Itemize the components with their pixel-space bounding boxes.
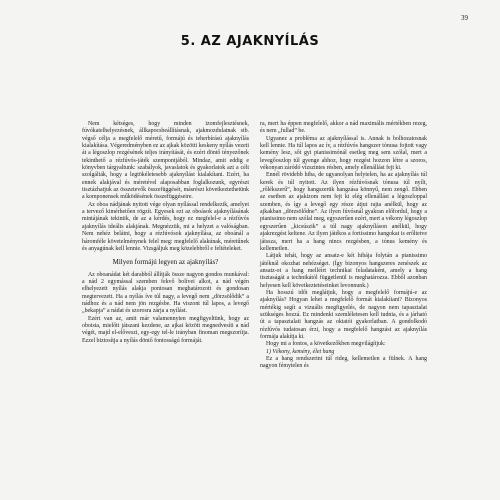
chapter-title: 5. AZ AJAKNYÍLÁS [180,34,320,49]
paragraph: Ennél rövidebb hiba, de ugyanolyan helytelen, ha az ajaknyílás túl kerek és túl nyitott. Az ilyen rézfúvósnak tónusa túl nyílt, „rőlékszerű”, hogy hangszerük hangzása könnyű, nem zengő. Ebben az esetben az ajakizom nem fejt ki elég ellenállást a légoszloppal szemben, és így a levegő egy része átjut rajta anélkül, hogy az ajkakban „dörzsölődne”. Az ilyen fúvósnál gyakran előfordul, hogy a pianissimo nem szólal meg, egyszerűen ezért, mert a vékony légoszlop egyszerűen „kicsúszik” a túl nagy ajaknyíláson anélkül, hogy ajakrezgést keltene. Az ilyen játékos a fortissimo hangokat is erőltetve játssza, mert ha a hang nincs rezgésben, a tónus kemény és kellemetlen. [260,172,428,252]
paragraph: Az oboanádat két darabból állítják össze nagyon gondos munkával: a nád 2 egymással szemben fekvő bolívei alkot, a nád végén elhelyezett nyílás alakja pontosan meghatározott és gondosan megtervezett. Ha a nyílás íve túl nagy, a levegő nem „dörzsölődik” a nádhoz és a nád nem jön rezgésbe. Ha viszont túl lapos, a levegő „bekapja” a nádat és szorosra zárja a nyílást. [82,271,249,315]
paragraph: Az oboa nádjának nyitott vége olyan nyílással rendelkezik, amelyet a tervező kimérhetően rögzít. Egyesek ezt az oboások ajaknyílásának mintájának tekintik, de az a kérdés, hogy ez megfelel-e a rézfúvós ajaknyílás ideális alakjának. Megnézzük, mi a helyzet a valóságban. Nem nehéz belátni, hogy a rézfúvósok ajaknyílása, az oboánál a háromféle követelménynek felel meg: megfelelő alakúnak, méretűnek és anyagúnak kell lennie. Vizsgáljuk meg közelebbről e feltételeket. [82,201,249,252]
section-subheading: Milyen formájú legyen az ajaknyílás? [112,258,219,267]
paragraph: Ha hosszú időt meglátjuk, hogy a megfelelő formájú-e az ajaknyílás? Hogyan lehet a megfelelő formát kialakítani? Bizonyos mértékig segít a vizuális megfigyelés, de nagyon nem tapasztalat szükséges hozzá. Ez mindenki szemléletesen kell tudnia, és a járható út a tapasztalati hangzás az oktatói gyakorlatban. A gondolkodó rézfúvós tudatosan érzi, hogy a megfelelő hangzást az ajaknyílás formája alakítja ki. [260,289,427,340]
right-column [260,121,427,371]
left-column [82,121,249,345]
paragraph: Hogy mi a fontos, a következőkben megvilágítjuk: [266,341,386,348]
paragraph: ra, mert ha éppen megfelelő, akkor a nád maximális mértékben rezeg, és nem „fullad” be. [260,121,427,135]
list-item: 1) Vékony, kemény, élet hang [266,348,335,355]
paragraph: Ez a hang rendszerint túl rideg, kellemetlen a fülnek. A hang nagyon fémytelen és [260,356,427,370]
paragraph: Ugyanez a probléma az ajaknyílással is. Annak is bolhozatosnak kell lennie. Ha túl lapos az ív, a rézfúvós hangszer tónusa fojtott vagy kemény lesz, sőt gyi pianissimónál esetleg meg sem szólal, mert a levegőoszlop túl gyenge ahhoz, hogy rezgést hozzon létre a szoros, vékonyan záródó vízszintes résben, amely ellenállást fejt ki. [260,135,427,172]
paragraph: Ezért van az, amit már valamennyien megfigyeltünk, hogy az oboista, mielőtt játszani kezdene, az ajkai között megnedvesíti a nád végét, majd el-előveszi, egy-egy tel-le irányban finoman megszorítja. Ezzel biztosítja a nyílás döntő fontosságú formáját. [82,315,249,344]
paragraph: Nem kétséges, hogy minden izomfejlesztésnek, fúvókatelhelyezésnek, állkapocsbeállításnak, ajakmozdulatnak stb. végső célja a megfelelő méretű, formájú és teherbírású ajaknyílás kialakítása. Végeredményben ez az ajkak közötti keskeny nyílás vezeti át a légoszlop rezgésének teljes irányítását, és ezért döntő tényezőnek tekinthető a rézfúvós-játék szempontjából. Mindaz, amit eddig e könyvben tárgyaltunk: szabályok, javaslatok és gyakorlatok azt a célt szolgálták, hogy a legtökéletesebb ajaknyílást kialakítani. Ezért, ha ennek alakjával és méretével alaposabban foglalkozunk, egyrészt tisztázhatjuk az összetevők összefüggését, másrészt következtethetünk a komponensek működésének összefüggéseire. [82,121,249,201]
page-number: 39 [461,14,468,22]
paragraph: Látjuk tehát, hogy az ansatz-e két hibája folytán a pianissimo játéknál okozhat nehézséget. (Így bizonyos hangszeres zenészek az ansatz-ot a hang melléírt technikai feladataként, amely a hang tisztaságát a technikától függetlenül is meghatározza. Ebből azonban helyesen kell következtetéseinket levonnunk.) [260,253,427,289]
